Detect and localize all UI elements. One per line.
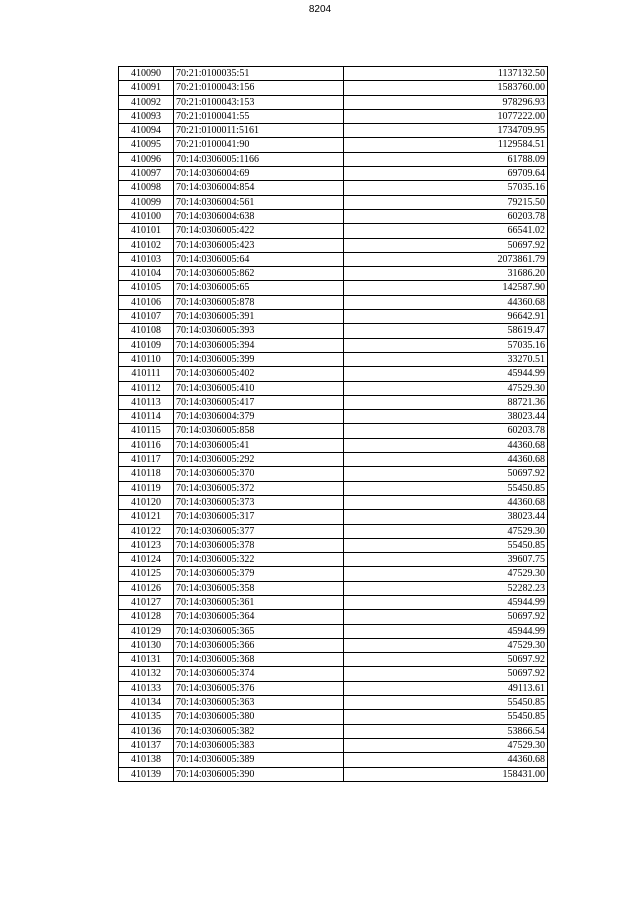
row-number: 410096: [119, 152, 174, 166]
table-row: [119, 209, 548, 223]
table-row: [119, 767, 548, 781]
row-number: 410109: [119, 338, 174, 352]
cadastral-number: 70:14:0306005:368: [174, 653, 344, 667]
cadastral-value: 55450.85: [344, 538, 548, 552]
cadastral-number: 70:14:0306005:373: [174, 495, 344, 509]
cadastral-number: 70:14:0306005:65: [174, 281, 344, 295]
cadastral-number: 70:14:0306005:389: [174, 753, 344, 767]
row-number: 410125: [119, 567, 174, 581]
row-number: 410108: [119, 324, 174, 338]
table-row: [119, 681, 548, 695]
row-number: 410124: [119, 553, 174, 567]
row-number: 410113: [119, 395, 174, 409]
table-row: [119, 224, 548, 238]
cadastral-number: 70:14:0306005:292: [174, 453, 344, 467]
cadastral-value: 44360.68: [344, 495, 548, 509]
cadastral-number: 70:14:0306005:379: [174, 567, 344, 581]
row-number: 410132: [119, 667, 174, 681]
table-row: [119, 138, 548, 152]
cadastral-value: 45944.99: [344, 367, 548, 381]
cadastral-number: 70:21:0100011:5161: [174, 124, 344, 138]
row-number: 410091: [119, 81, 174, 95]
cadastral-number: 70:21:0100041:90: [174, 138, 344, 152]
cadastral-number: 70:14:0306005:364: [174, 610, 344, 624]
cadastral-number: 70:14:0306005:363: [174, 696, 344, 710]
row-number: 410138: [119, 753, 174, 767]
table-row: [119, 724, 548, 738]
row-number: 410127: [119, 595, 174, 609]
table-row: [119, 753, 548, 767]
row-number: 410099: [119, 195, 174, 209]
row-number: 410134: [119, 696, 174, 710]
cadastral-value: 1129584.51: [344, 138, 548, 152]
cadastral-number: 70:21:0100041:55: [174, 109, 344, 123]
table-row: [119, 310, 548, 324]
cadastral-number: 70:14:0306005:64: [174, 252, 344, 266]
cadastral-number: 70:14:0306005:372: [174, 481, 344, 495]
table-row: [119, 638, 548, 652]
cadastral-value: 49113.61: [344, 681, 548, 695]
cadastral-number: 70:14:0306005:423: [174, 238, 344, 252]
row-number: 410120: [119, 495, 174, 509]
cadastral-value: 50697.92: [344, 667, 548, 681]
cadastral-value: 38023.44: [344, 510, 548, 524]
cadastral-number: 70:14:0306005:862: [174, 267, 344, 281]
row-number: 410097: [119, 167, 174, 181]
cadastral-value: 45944.99: [344, 624, 548, 638]
table-row: [119, 510, 548, 524]
cadastral-value: 38023.44: [344, 410, 548, 424]
cadastral-number: 70:14:0306005:391: [174, 310, 344, 324]
table-row: [119, 538, 548, 552]
cadastral-number: 70:14:0306005:858: [174, 424, 344, 438]
cadastral-value: 50697.92: [344, 610, 548, 624]
table-row: [119, 352, 548, 366]
table-row: [119, 124, 548, 138]
cadastral-value: 53866.54: [344, 724, 548, 738]
cadastral-value: 52282.23: [344, 581, 548, 595]
row-number: 410100: [119, 209, 174, 223]
cadastral-value: 44360.68: [344, 753, 548, 767]
row-number: 410121: [119, 510, 174, 524]
cadastral-value: 57035.16: [344, 338, 548, 352]
table-row: [119, 667, 548, 681]
cadastral-number: 70:14:0306005:361: [174, 595, 344, 609]
table-row: [119, 553, 548, 567]
cadastral-number: 70:14:0306005:394: [174, 338, 344, 352]
cadastral-value: 1137132.50: [344, 67, 548, 81]
row-number: 410116: [119, 438, 174, 452]
table-row: [119, 438, 548, 452]
cadastral-number: 70:14:0306005:317: [174, 510, 344, 524]
table-row: [119, 610, 548, 624]
cadastral-value: 1583760.00: [344, 81, 548, 95]
row-number: 410112: [119, 381, 174, 395]
cadastral-value: 47529.30: [344, 381, 548, 395]
table-row: [119, 181, 548, 195]
cadastral-number: 70:14:0306005:402: [174, 367, 344, 381]
cadastral-number: 70:21:0100043:156: [174, 81, 344, 95]
table-row: [119, 595, 548, 609]
table-row: [119, 81, 548, 95]
cadastral-number: 70:14:0306005:380: [174, 710, 344, 724]
cadastral-number: 70:14:0306005:1166: [174, 152, 344, 166]
cadastral-number: 70:14:0306004:379: [174, 410, 344, 424]
table-row: [119, 453, 548, 467]
row-number: 410106: [119, 295, 174, 309]
cadastral-value: 45944.99: [344, 595, 548, 609]
row-number: 410111: [119, 367, 174, 381]
cadastral-value: 60203.78: [344, 424, 548, 438]
cadastral-number: 70:14:0306005:378: [174, 538, 344, 552]
cadastral-value: 69709.64: [344, 167, 548, 181]
cadastral-number: 70:14:0306005:366: [174, 638, 344, 652]
row-number: 410102: [119, 238, 174, 252]
table-row: [119, 338, 548, 352]
cadastral-number: 70:14:0306005:365: [174, 624, 344, 638]
cadastral-value: 47529.30: [344, 524, 548, 538]
cadastral-value: 60203.78: [344, 209, 548, 223]
row-number: 410137: [119, 738, 174, 752]
cadastral-value: 50697.92: [344, 238, 548, 252]
table-row: [119, 195, 548, 209]
cadastral-number: 70:14:0306005:41: [174, 438, 344, 452]
cadastral-value: 96642.91: [344, 310, 548, 324]
cadastral-value: 47529.30: [344, 638, 548, 652]
cadastral-value: 44360.68: [344, 453, 548, 467]
cadastral-value: 57035.16: [344, 181, 548, 195]
cadastral-number: 70:14:0306005:358: [174, 581, 344, 595]
table-row: [119, 410, 548, 424]
cadastral-number: 70:14:0306005:377: [174, 524, 344, 538]
cadastral-number: 70:14:0306005:410: [174, 381, 344, 395]
cadastral-value: 31686.20: [344, 267, 548, 281]
cadastral-value: 1077222.00: [344, 109, 548, 123]
table-row: [119, 252, 548, 266]
table-row: [119, 367, 548, 381]
table-row: [119, 324, 548, 338]
table-body: [119, 67, 548, 782]
cadastral-number: 70:14:0306005:878: [174, 295, 344, 309]
row-number: 410098: [119, 181, 174, 195]
cadastral-value: 79215.50: [344, 195, 548, 209]
table-row: [119, 295, 548, 309]
row-number: 410119: [119, 481, 174, 495]
cadastral-value: 55450.85: [344, 710, 548, 724]
cadastral-value: 1734709.95: [344, 124, 548, 138]
cadastral-value: 55450.85: [344, 696, 548, 710]
table-row: [119, 524, 548, 538]
table-row: [119, 95, 548, 109]
table-row: [119, 381, 548, 395]
row-number: 410093: [119, 109, 174, 123]
row-number: 410090: [119, 67, 174, 81]
cadastral-value: 2073861.79: [344, 252, 548, 266]
cadastral-number: 70:14:0306004:638: [174, 209, 344, 223]
row-number: 410139: [119, 767, 174, 781]
table-row: [119, 167, 548, 181]
cadastral-value: 58619.47: [344, 324, 548, 338]
cadastral-value: 88721.36: [344, 395, 548, 409]
cadastral-value: 33270.51: [344, 352, 548, 366]
table-row: [119, 395, 548, 409]
cadastral-value-table: [118, 66, 548, 782]
table-row: [119, 624, 548, 638]
table-row: [119, 467, 548, 481]
cadastral-number: 70:14:0306005:374: [174, 667, 344, 681]
cadastral-number: 70:14:0306005:322: [174, 553, 344, 567]
cadastral-value: 44360.68: [344, 438, 548, 452]
cadastral-value: 55450.85: [344, 481, 548, 495]
row-number: 410107: [119, 310, 174, 324]
cadastral-number: 70:21:0100043:153: [174, 95, 344, 109]
page-number: 8204: [308, 4, 332, 15]
cadastral-number: 70:14:0306005:399: [174, 352, 344, 366]
row-number: 410126: [119, 581, 174, 595]
table-row: [119, 581, 548, 595]
cadastral-number: 70:14:0306005:393: [174, 324, 344, 338]
cadastral-number: 70:14:0306005:422: [174, 224, 344, 238]
cadastral-value: 44360.68: [344, 295, 548, 309]
cadastral-number: 70:14:0306005:376: [174, 681, 344, 695]
cadastral-number: 70:14:0306005:370: [174, 467, 344, 481]
cadastral-number: 70:14:0306004:854: [174, 181, 344, 195]
row-number: 410131: [119, 653, 174, 667]
row-number: 410135: [119, 710, 174, 724]
cadastral-value: 61788.09: [344, 152, 548, 166]
table-row: [119, 495, 548, 509]
row-number: 410122: [119, 524, 174, 538]
cadastral-value: 978296.93: [344, 95, 548, 109]
row-number: 410095: [119, 138, 174, 152]
table-row: [119, 738, 548, 752]
row-number: 410136: [119, 724, 174, 738]
table-row: [119, 567, 548, 581]
cadastral-value: 47529.30: [344, 567, 548, 581]
row-number: 410115: [119, 424, 174, 438]
cadastral-value: 50697.92: [344, 467, 548, 481]
table-row: [119, 653, 548, 667]
cadastral-value: 50697.92: [344, 653, 548, 667]
table-row: [119, 109, 548, 123]
cadastral-value: 158431.00: [344, 767, 548, 781]
table-row: [119, 267, 548, 281]
table-row: [119, 696, 548, 710]
row-number: 410117: [119, 453, 174, 467]
cadastral-number: 70:14:0306005:417: [174, 395, 344, 409]
row-number: 410129: [119, 624, 174, 638]
row-number: 410105: [119, 281, 174, 295]
cadastral-number: 70:14:0306005:382: [174, 724, 344, 738]
table-row: [119, 710, 548, 724]
cadastral-number: 70:14:0306004:561: [174, 195, 344, 209]
cadastral-number: 70:14:0306005:383: [174, 738, 344, 752]
row-number: 410114: [119, 410, 174, 424]
row-number: 410092: [119, 95, 174, 109]
table-row: [119, 281, 548, 295]
table-row: [119, 238, 548, 252]
row-number: 410094: [119, 124, 174, 138]
row-number: 410103: [119, 252, 174, 266]
table-row: [119, 67, 548, 81]
row-number: 410104: [119, 267, 174, 281]
row-number: 410101: [119, 224, 174, 238]
row-number: 410118: [119, 467, 174, 481]
cadastral-value: 142587.90: [344, 281, 548, 295]
table-row: [119, 152, 548, 166]
cadastral-value: 47529.30: [344, 738, 548, 752]
table-row: [119, 481, 548, 495]
cadastral-number: 70:21:0100035:51: [174, 67, 344, 81]
row-number: 410110: [119, 352, 174, 366]
row-number: 410128: [119, 610, 174, 624]
cadastral-value: 66541.02: [344, 224, 548, 238]
row-number: 410130: [119, 638, 174, 652]
row-number: 410123: [119, 538, 174, 552]
cadastral-number: 70:14:0306005:390: [174, 767, 344, 781]
row-number: 410133: [119, 681, 174, 695]
cadastral-value: 39607.75: [344, 553, 548, 567]
cadastral-number: 70:14:0306004:69: [174, 167, 344, 181]
table-row: [119, 424, 548, 438]
